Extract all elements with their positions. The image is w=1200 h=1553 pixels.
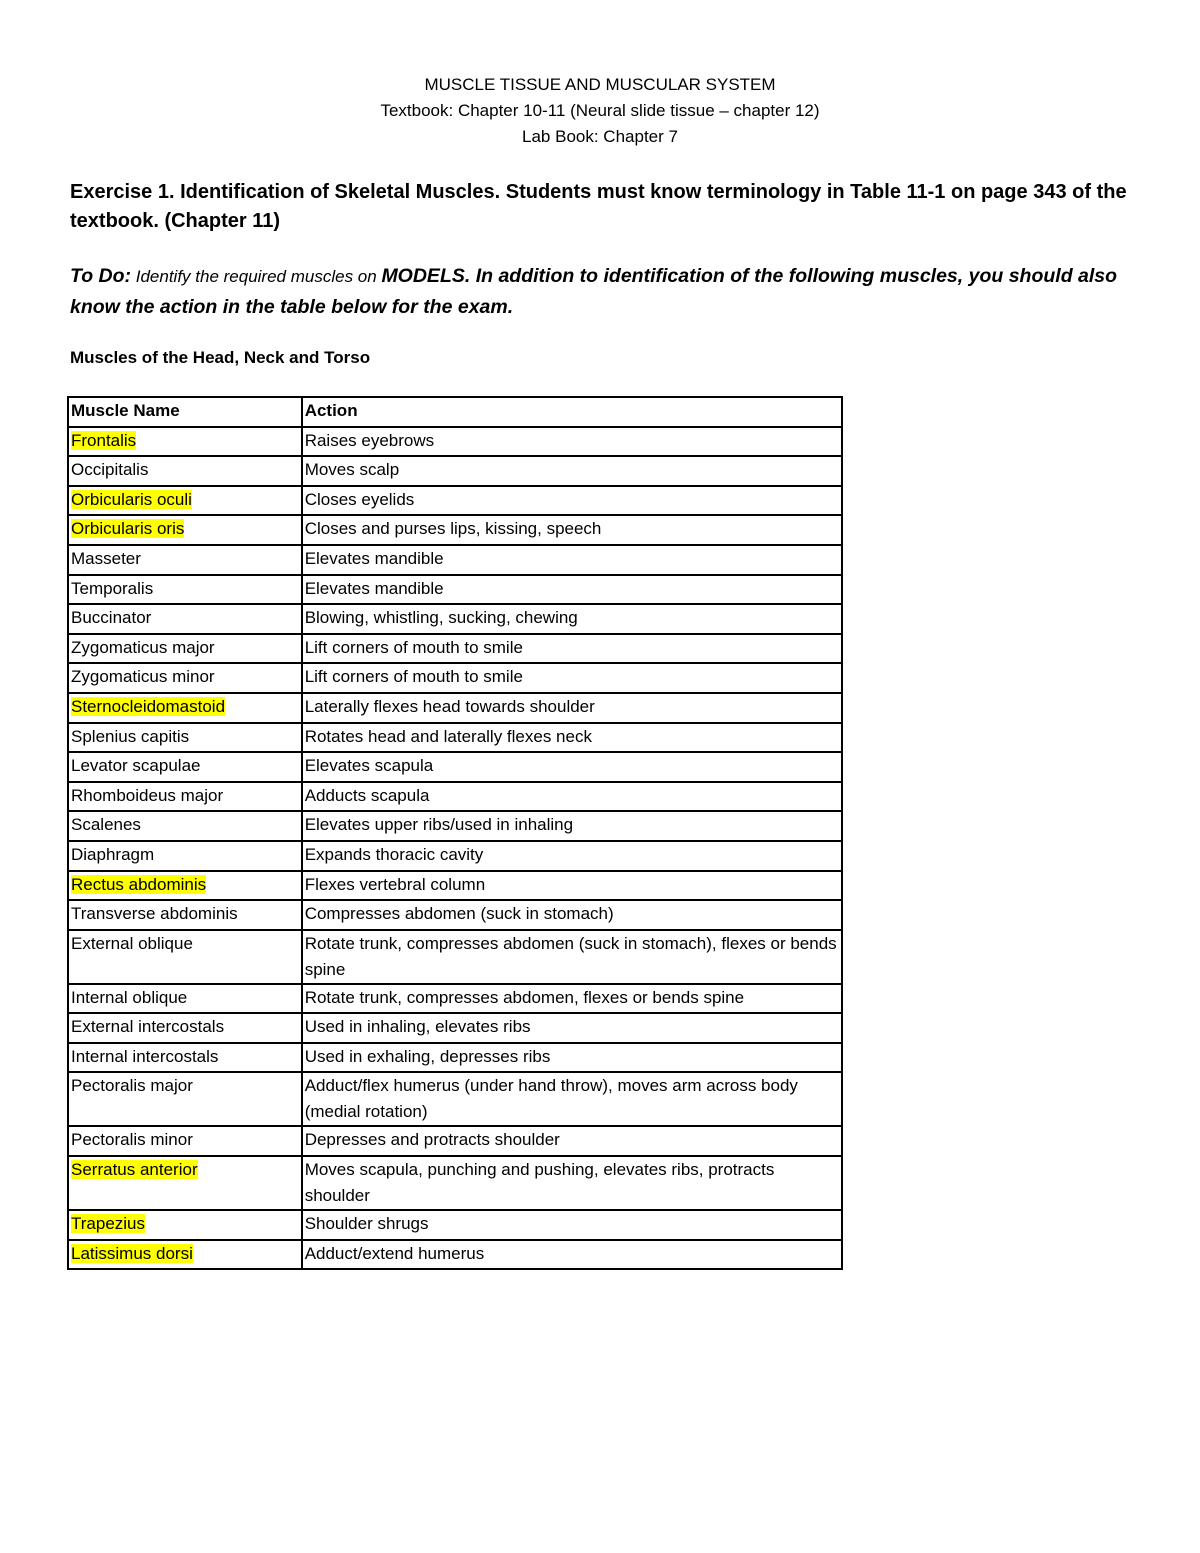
muscle-action-cell: Elevates scapula bbox=[302, 752, 842, 782]
muscle-name: Temporalis bbox=[71, 578, 154, 598]
muscle-action-cell: Flexes vertebral column bbox=[302, 871, 842, 901]
muscle-name: Zygomaticus major bbox=[71, 637, 215, 657]
muscle-action-cell: Compresses abdomen (suck in stomach) bbox=[302, 900, 842, 930]
muscle-action-cell: Closes eyelids bbox=[302, 486, 842, 516]
muscle-name-cell bbox=[68, 663, 302, 693]
muscle-name: Internal oblique bbox=[71, 987, 188, 1007]
muscle-name-cell bbox=[68, 841, 302, 871]
table-row bbox=[68, 1240, 842, 1270]
table-row bbox=[68, 782, 842, 812]
muscle-name-cell bbox=[68, 930, 302, 984]
muscle-name: Transverse abdominis bbox=[71, 904, 238, 924]
labbook-reference: Lab Book: Chapter 7 bbox=[522, 127, 678, 146]
muscle-name-cell bbox=[68, 456, 302, 486]
table-row bbox=[68, 1156, 842, 1210]
table-row bbox=[68, 984, 842, 1014]
muscle-action-cell: Adduct/extend humerus bbox=[302, 1240, 842, 1270]
muscle-name: External oblique bbox=[71, 933, 193, 953]
muscle-action-cell: Raises eyebrows bbox=[302, 427, 842, 457]
todo-plain-text: Identify the required muscles on bbox=[131, 267, 382, 286]
table-row bbox=[68, 575, 842, 605]
muscle-action-cell: Shoulder shrugs bbox=[302, 1210, 842, 1240]
muscle-action-cell: Blowing, whistling, sucking, chewing bbox=[302, 604, 842, 634]
muscle-action-cell: Adducts scapula bbox=[302, 782, 842, 812]
muscle-action-cell: Elevates mandible bbox=[302, 545, 842, 575]
muscle-name-cell bbox=[68, 604, 302, 634]
table-row bbox=[68, 1072, 842, 1126]
table-row bbox=[68, 427, 842, 457]
muscle-name: Trapezius bbox=[71, 1214, 146, 1234]
muscle-name-cell bbox=[68, 900, 302, 930]
table-row bbox=[68, 1126, 842, 1156]
textbook-reference: Textbook: Chapter 10-11 (Neural slide tissue – chapter 12) bbox=[380, 101, 820, 120]
muscle-action-cell: Elevates mandible bbox=[302, 575, 842, 605]
muscle-action-cell: Moves scalp bbox=[302, 456, 842, 486]
table-row bbox=[68, 693, 842, 723]
muscle-name: Serratus anterior bbox=[71, 1160, 198, 1180]
muscle-name-cell bbox=[68, 871, 302, 901]
muscle-name-cell bbox=[68, 634, 302, 664]
muscle-name: Frontalis bbox=[71, 430, 137, 450]
column-header-muscle-name: Muscle Name bbox=[68, 397, 302, 427]
table-row bbox=[68, 1013, 842, 1043]
muscle-name: Rhomboideus major bbox=[71, 785, 224, 805]
muscle-name: Internal intercostals bbox=[71, 1046, 219, 1066]
muscle-name: Splenius capitis bbox=[71, 726, 190, 746]
muscle-action-cell: Lift corners of mouth to smile bbox=[302, 663, 842, 693]
muscle-name-cell bbox=[68, 1156, 302, 1210]
muscle-action-cell: Depresses and protracts shoulder bbox=[302, 1126, 842, 1156]
table-row bbox=[68, 811, 842, 841]
muscle-name-cell bbox=[68, 984, 302, 1014]
muscle-name-cell bbox=[68, 486, 302, 516]
muscle-name-cell bbox=[68, 693, 302, 723]
table-row bbox=[68, 663, 842, 693]
muscle-name-cell bbox=[68, 1240, 302, 1270]
table-row bbox=[68, 515, 842, 545]
muscle-name: Orbicularis oculi bbox=[71, 489, 192, 509]
muscle-name-cell bbox=[68, 782, 302, 812]
muscle-name-cell bbox=[68, 752, 302, 782]
muscle-name-cell bbox=[68, 1013, 302, 1043]
table-row bbox=[68, 634, 842, 664]
table-row bbox=[68, 871, 842, 901]
section-heading: Muscles of the Head, Neck and Torso bbox=[70, 348, 371, 367]
muscle-name: Pectoralis minor bbox=[71, 1130, 193, 1150]
muscle-action-cell: Adduct/flex humerus (under hand throw), moves arm across body (medial rotation) bbox=[302, 1072, 842, 1126]
muscle-name: Buccinator bbox=[71, 608, 152, 628]
muscle-name: Zygomaticus minor bbox=[71, 667, 215, 687]
todo-rest-text: In addition to identification of the following muscles, you should also know the action in the table below for the exam. bbox=[70, 265, 1118, 318]
table-row bbox=[68, 456, 842, 486]
muscle-name: Pectoralis major bbox=[71, 1076, 193, 1096]
muscle-name: Sternocleidomastoid bbox=[71, 696, 226, 716]
document-title: MUSCLE TISSUE AND MUSCULAR SYSTEM bbox=[424, 75, 776, 94]
muscle-action-cell: Laterally flexes head towards shoulder bbox=[302, 693, 842, 723]
muscle-name-cell bbox=[68, 427, 302, 457]
muscle-name: External intercostals bbox=[71, 1017, 225, 1037]
muscle-table bbox=[67, 396, 843, 1270]
table-row bbox=[68, 900, 842, 930]
muscle-action-cell: Lift corners of mouth to smile bbox=[302, 634, 842, 664]
table-row bbox=[68, 723, 842, 753]
table-row bbox=[68, 604, 842, 634]
document-header bbox=[0, 72, 1200, 150]
muscle-name-cell bbox=[68, 1126, 302, 1156]
table-row bbox=[68, 752, 842, 782]
muscle-action-cell: Used in inhaling, elevates ribs bbox=[302, 1013, 842, 1043]
column-header-action: Action bbox=[302, 397, 842, 427]
muscle-action-cell: Rotate trunk, compresses abdomen, flexes or bends spine bbox=[302, 984, 842, 1014]
muscle-name-cell bbox=[68, 575, 302, 605]
muscle-name: Diaphragm bbox=[71, 844, 155, 864]
table-row bbox=[68, 1043, 842, 1073]
muscle-name: Rectus abdominis bbox=[71, 874, 207, 894]
table-row bbox=[68, 930, 842, 984]
muscle-action-cell: Elevates upper ribs/used in inhaling bbox=[302, 811, 842, 841]
muscle-action-cell: Used in exhaling, depresses ribs bbox=[302, 1043, 842, 1073]
muscle-action-cell: Closes and purses lips, kissing, speech bbox=[302, 515, 842, 545]
table-row bbox=[68, 486, 842, 516]
muscle-action-cell: Rotates head and laterally flexes neck bbox=[302, 723, 842, 753]
muscle-name-cell bbox=[68, 545, 302, 575]
muscle-name-cell bbox=[68, 811, 302, 841]
table-row bbox=[68, 545, 842, 575]
muscle-name: Levator scapulae bbox=[71, 756, 201, 776]
muscle-action-cell: Moves scapula, punching and pushing, elevates ribs, protracts shoulder bbox=[302, 1156, 842, 1210]
muscle-name-cell bbox=[68, 1210, 302, 1240]
muscle-name: Masseter bbox=[71, 548, 141, 568]
muscle-name-cell bbox=[68, 1072, 302, 1126]
muscle-name: Scalenes bbox=[71, 815, 141, 835]
muscle-name-cell bbox=[68, 515, 302, 545]
todo-models-text: MODELS. bbox=[381, 265, 471, 287]
muscle-action-cell: Expands thoracic cavity bbox=[302, 841, 842, 871]
muscle-table-body bbox=[68, 427, 842, 1270]
muscle-action-cell: Rotate trunk, compresses abdomen (suck in stomach), flexes or bends spine bbox=[302, 930, 842, 984]
muscle-name: Orbicularis oris bbox=[71, 519, 185, 539]
table-header-row bbox=[68, 397, 842, 427]
todo-instructions bbox=[70, 261, 1140, 322]
muscle-name-cell bbox=[68, 1043, 302, 1073]
muscle-name-cell bbox=[68, 723, 302, 753]
muscle-name: Latissimus dorsi bbox=[71, 1243, 193, 1263]
table-row bbox=[68, 841, 842, 871]
todo-label: To Do: bbox=[70, 265, 132, 287]
exercise-heading: Exercise 1. Identification of Skeletal Muscles. Students must know terminology in Table 11-1 on page 343 of the textbook. (Chapter 11) bbox=[70, 181, 1127, 232]
table-row bbox=[68, 1210, 842, 1240]
muscle-name: Occipitalis bbox=[71, 460, 149, 480]
